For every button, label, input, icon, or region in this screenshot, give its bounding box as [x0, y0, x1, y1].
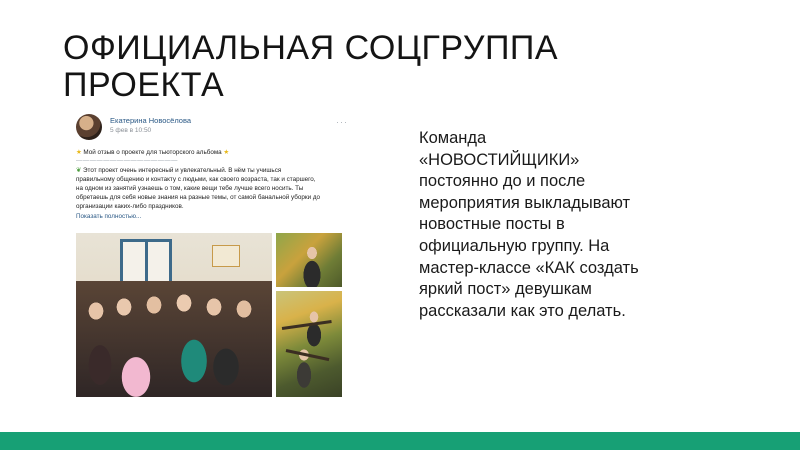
star-icon: ★ [76, 149, 82, 156]
autumn-photo-top[interactable] [276, 233, 342, 287]
more-options-icon[interactable]: ··· [336, 117, 348, 127]
slide-title: ОФИЦИАЛЬНАЯ СОЦГРУППА ПРОЕКТА [63, 29, 558, 104]
post-line-text: Этот проект очень интересный и увлекательный. В нём ты учишься [83, 167, 282, 174]
post-line: обретаешь для себя новые знания на разные темы, от самой банальной уборки до [76, 194, 321, 201]
crowd [76, 281, 272, 397]
post-line [76, 166, 348, 175]
social-post [74, 110, 350, 232]
post-line: на одном из занятий узнаешь о том, какие вещи тебе лучше всего носить. Ты [76, 185, 304, 192]
leaf-icon: ❦ [76, 167, 82, 174]
tree-branch [282, 320, 332, 330]
post-author[interactable]: Екатерина Новосёлова [110, 116, 192, 125]
avatar[interactable] [76, 114, 102, 140]
post-date[interactable]: 5 фев в 10:50 [110, 127, 152, 134]
wall-poster [212, 245, 240, 267]
star-icon: ★ [223, 149, 230, 156]
tree-branch [286, 349, 330, 361]
group-photo[interactable] [76, 233, 272, 397]
show-more-link[interactable]: Показать полностью... [76, 213, 142, 220]
bottom-accent-bar [0, 432, 800, 450]
post-line: организации каких-либо праздников. [76, 203, 184, 210]
slide-body-text: Команда «НОВОСТИЙЩИКИ» постоянно до и после мероприятия выкладывают новостные посты в официальную группу. На мастер-классе «КАК создать яркий пост» девушкам рассказали как это делать. [419, 129, 639, 320]
post-line-text: Мой отзыв о проекте для тьюторского альбома [83, 149, 222, 156]
post-line: правильному общению и контакту с людьми, как своего возраста, так и старшего, [76, 176, 316, 183]
post-separator: ——————————————— [76, 157, 178, 164]
autumn-photo-bottom[interactable] [276, 291, 342, 397]
